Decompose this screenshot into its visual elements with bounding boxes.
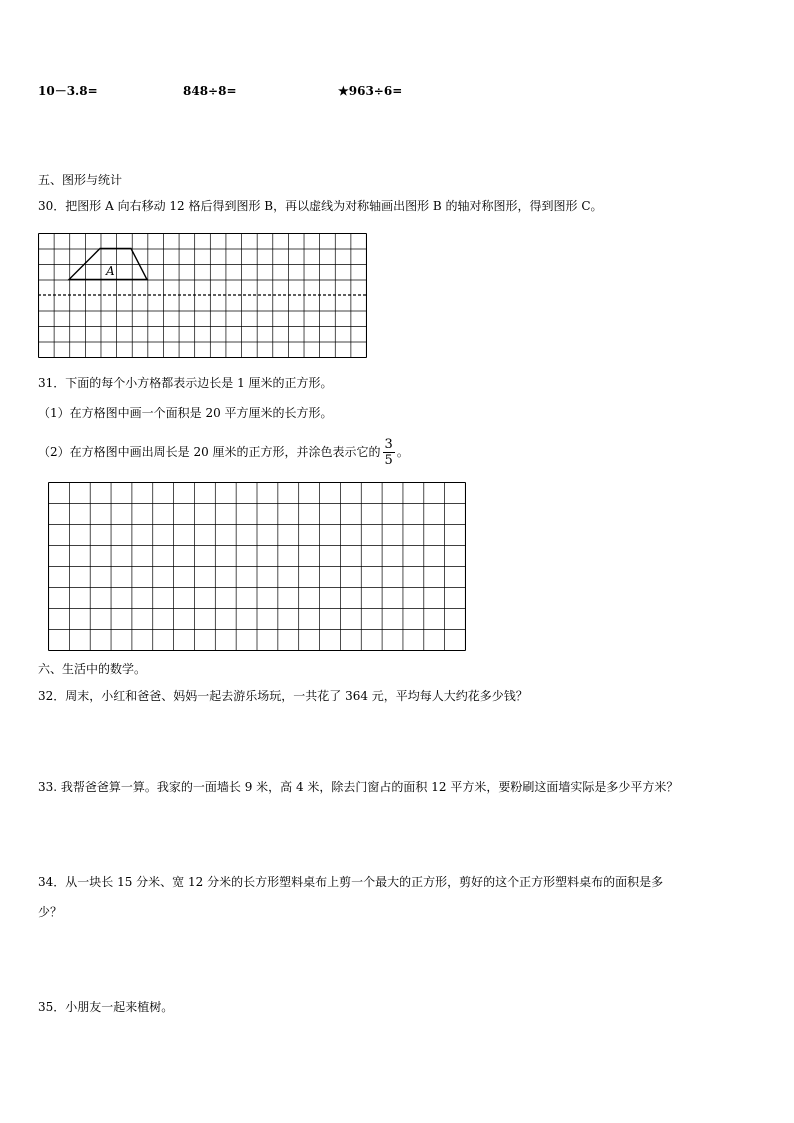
calc-item-3: ★963÷6=	[338, 84, 403, 98]
question-33-text: 33. 我帮爸爸算一算。我家的一面墙长 9 米，高 4 米，除去门窗占的面积 12 平方米，要粉刷这面墙实际是多少平方米？	[38, 780, 679, 794]
question-31-text: 31．下面的每个小方格都表示边长是 1 厘米的正方形。	[38, 376, 333, 390]
calc-item-2: 848÷8=	[183, 84, 237, 98]
question-35-text: 35．小朋友一起来植树。	[38, 1000, 174, 1014]
fraction-numerator: 3	[384, 437, 393, 452]
question-30-text: 30．把图形 A 向右移动 12 格后得到图形 B，再以虚线为对称轴画出图形 B 的轴对称图形，得到图形 C。	[38, 199, 603, 213]
calc-item-1: 10－3.8=	[38, 84, 98, 98]
section-6-title: 六、生活中的数学。	[38, 662, 147, 676]
question-34-line-1: 34．从一块长 15 分米、宽 12 分米的长方形塑料桌布上剪一个最大的正方形，剪好的这个正方形塑料桌布的面积是多	[38, 875, 664, 889]
q31-grid-svg	[48, 482, 466, 651]
question-31-part-2-end: 。	[396, 445, 409, 459]
question-31-part-1: （1）在方格图中画一个面积是 20 平方厘米的长方形。	[38, 406, 333, 420]
question-32-text: 32．周末，小红和爸爸、妈妈一起去游乐场玩，一共花了 364 元，平均每人大约花多少钱？	[38, 689, 528, 703]
question-31-part-2-text: （2）在方格图中画出周长是 20 厘米的正方形，并涂色表示它的	[38, 445, 381, 459]
question-34-line-2: 少？	[38, 905, 63, 919]
fraction-three-fifths	[383, 437, 395, 468]
question-31-grid	[48, 482, 466, 651]
q30-grid-svg	[38, 233, 367, 358]
fraction-denominator: 5	[384, 453, 393, 468]
shape-a-label: A	[106, 264, 115, 278]
section-5-title: 五、图形与统计	[38, 173, 123, 187]
question-30-grid	[38, 233, 367, 358]
question-31-part-2	[38, 437, 409, 471]
